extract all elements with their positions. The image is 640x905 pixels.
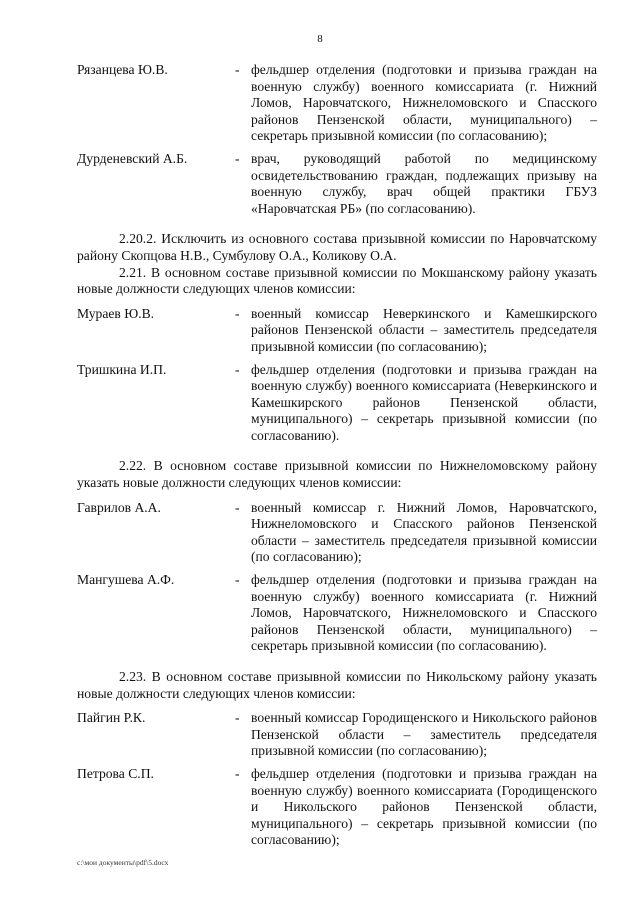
list-dash: - — [235, 710, 240, 726]
list-dash: - — [235, 361, 240, 377]
paragraph: 2.22. В основном составе призывной комиссии по Нижнеломовскому району указать новые должности следующих членов комиссии: — [77, 458, 597, 491]
spacer — [77, 450, 597, 458]
member-position: врач, руководящий работой по медицинскому освидетельствованию граждан, подлежащих призыву на военную службу, врач общей практики ГБУЗ «Наровчатская РБ» (по согласованию). — [251, 150, 597, 216]
member-position: фельдшер отделения (подготовки и призыва граждан на военную службу) военного комиссариата (г. Нижний Ломов, Наровчатского, Нижнеломовского и Спасского районов Пензенской области, муниципального) – секретарь призывной комиссии (по согласованию). — [251, 572, 597, 654]
list-dash: - — [235, 572, 240, 588]
member-entry — [77, 500, 597, 566]
list-dash: - — [235, 305, 240, 321]
spacer — [77, 661, 597, 669]
list-dash: - — [235, 765, 240, 781]
member-position: фельдшер отделения (подготовки и призыва граждан на военную службу) военного комиссариата (г. Нижний Ломов, Наровчатского, Нижнеломовского и Спасского районов Пензенской области, муниципального) – секретарь призывной комиссии (по согласованию); — [251, 62, 597, 144]
member-position: военный комиссар г. Нижний Ломов, Наровчатского, Нижнеломовского и Спасского районов Пензенской области – заместитель председателя призывной комиссии (по согласованию); — [251, 499, 597, 565]
member-entry — [77, 766, 597, 849]
list-dash: - — [235, 499, 240, 515]
member-position: военный комиссар Неверкинского и Камешкирского районов Пензенской области – заместитель председателя призывной комиссии (по согласованию); — [251, 305, 597, 354]
member-name: Мураев Ю.В. — [77, 305, 155, 321]
paragraph: 2.21. В основном составе призывной комиссии по Мокшанскому району указать новые должности следующих членов комиссии: — [77, 264, 597, 297]
member-entry — [77, 710, 597, 760]
member-name: Дурденевский А.Б. — [77, 150, 188, 166]
page-number: 8 — [317, 33, 323, 45]
spacer — [77, 298, 597, 306]
member-name: Петрова С.П. — [77, 765, 154, 781]
member-entry — [77, 62, 597, 145]
member-name: Гаврилов А.А. — [77, 499, 161, 515]
member-position: фельдшер отделения (подготовки и призыва граждан на военную службу) военного комиссариата (Городищенского и Никольского районов Пензенской области, муниципального) – секретарь призывной комиссии (по согласованию); — [251, 765, 597, 848]
spacer — [77, 702, 597, 710]
spacer — [77, 492, 597, 500]
member-position: фельдшер отделения (подготовки и призыва граждан на военную службу) военного комиссариата (Неверкинского и Камешкирского районов Пензенской области, муниципального) – секретарь призывной комиссии (по согласованию). — [251, 361, 597, 443]
list-dash: - — [235, 150, 240, 166]
document-body — [77, 62, 597, 855]
paragraph: 2.20.2. Исключить из основного состава призывной комиссии по Наровчатскому району Скопцова Н.В., Сумбулову О.А., Коликову О.А. — [77, 231, 597, 263]
member-entry — [77, 306, 597, 356]
member-position: военный комиссар Городищенского и Никольского районов Пензенской области – заместитель председателя призывной комиссии (по согласованию); — [251, 710, 597, 759]
member-name: Рязанцева Ю.В. — [77, 62, 168, 77]
paragraph: 2.23. В основном составе призывной комиссии по Никольскому району указать новые должности следующих членов комиссии: — [77, 669, 597, 701]
member-entry — [77, 151, 597, 217]
member-entry — [77, 572, 597, 655]
list-dash: - — [235, 62, 240, 77]
file-path-footer: c:\мои документы\pdf\5.docx — [77, 858, 169, 867]
spacer — [77, 223, 597, 231]
member-name: Пайгин Р.К. — [77, 710, 146, 726]
member-name: Тришкина И.П. — [77, 361, 167, 377]
member-entry — [77, 362, 597, 445]
member-name: Мангушева А.Ф. — [77, 572, 175, 588]
